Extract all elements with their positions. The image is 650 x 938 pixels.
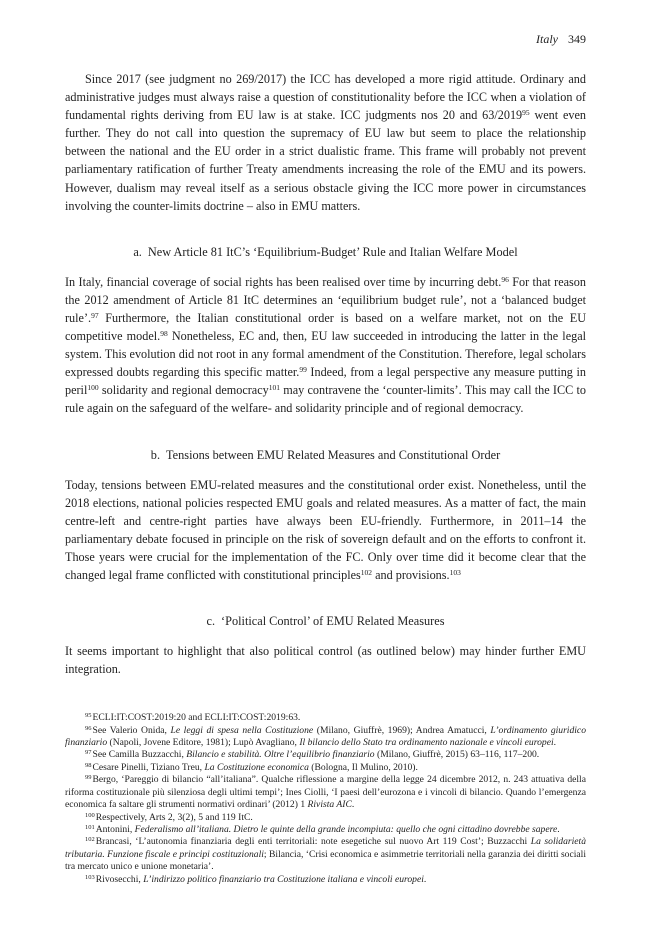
footnote-number: 99 <box>85 774 92 782</box>
text-run: Nonetheless, EC and, then, EU law succeeded in introducing the latter in the legal system. This evolution did not root in any formal amendment of the Constitution. Therefore, legal scholars expressed doubts regarding this specific matter. <box>65 329 586 380</box>
footnote-number: 98 <box>85 761 92 769</box>
text-run: It seems important to highlight that also political control (as outlined below) may hinder further EMU integration. <box>65 644 586 677</box>
text-run: went even further. They do not call into question the supremacy of EU law but seem to place the relationship between the national and the EU order in a strict dualistic frame. This frame will probably not prevent parliamentary ratification of further Treaty amendments increasing the role of the EMU and its powers. However, dualism may reveal itself as a serious obstacle giving the ICC more power in circumstances involving the counter-limits doctrine – also in EMU matters. <box>65 108 586 213</box>
text-run: . <box>423 873 427 885</box>
text-run: Today, tensions between EMU-related measures and the constitutional order exist. Nonetheless, until the 2018 elections, national policies respected EMU goals and related measures. As a matter of fact, the main centre-left and centre-right parties have always been EU-friendly. Furthermore, in 2011–14 the parliamentary debate focused in principle on the risk of sovereign default and on the efforts to confront it. Those years were crucial for the implementation of the FC. Only over time did it become clear that the changed legal frame conflicted with constitutional principles <box>65 477 586 582</box>
text-run: (Napoli, Jovene Editore, 1981); Lupò Avagliano, <box>107 737 300 749</box>
italic-text: La Costituzione economica <box>204 761 309 773</box>
text-run: . <box>557 823 560 835</box>
footnote <box>65 712 586 724</box>
text-run: See Valerio Onida, <box>92 724 171 736</box>
italic-text: L’ordinamento giuridico finanziario <box>65 724 586 749</box>
footnote <box>65 725 586 750</box>
italic-text: La solidarietà tributaria. Funzione fiscale e principi costituzionali <box>65 836 587 860</box>
section-title: Tensions between EMU Related Measures and Constitutional Order <box>166 447 501 462</box>
text-run: Indeed, from a legal perspective any measure putting in peril <box>65 365 586 398</box>
footnote <box>65 874 586 886</box>
italic-text: L’indirizzo politico finanziario tra Costituzione italiana e vincoli europei <box>143 873 424 885</box>
section-title: ‘Political Control’ of EMU Related Measures <box>221 614 445 629</box>
section-heading <box>65 446 586 464</box>
text-run: For that reason the 2012 amendment of Article 81 ItC determines an ‘equilibrium budget rule’, not a ‘balanced budget rule’. <box>65 274 586 325</box>
footnote-number: 96 <box>85 724 92 732</box>
footnote-number: 97 <box>85 749 92 757</box>
footnote-ref: 95 <box>522 108 530 118</box>
section-marker: c. <box>206 614 216 629</box>
text-run: Brancasi, ‘L’autonomia finanziaria degli enti territoriali: note esegetiche sul nuovo Art 119 Cost’; Buzzacchi <box>95 836 531 848</box>
footnote-ref: 96 <box>501 274 509 284</box>
italic-text: Il bilancio dello Stato tra ordinamento nazionale e vincoli europei <box>299 737 554 749</box>
text-run: . <box>553 737 557 749</box>
italic-text: Rivista AIC <box>307 799 352 811</box>
section-title: New Article 81 ItC’s ‘Equilibrium-Budget’ Rule and Italian Welfare Model <box>147 244 518 259</box>
section-marker: a. <box>133 244 142 259</box>
text-run: (Bologna, Il Mulino, 2010). <box>308 761 418 773</box>
text-run: solidarity and regional democracy <box>98 383 269 398</box>
running-head <box>65 30 586 48</box>
section-body <box>65 642 586 678</box>
italic-text: Federalismo all’italiana. Dietro le quinte della grande incompiuta: quello che ogni cittadino dovrebbe sapere <box>134 823 558 835</box>
footnote-ref: 99 <box>299 365 307 375</box>
footnote <box>65 749 586 761</box>
footnote <box>65 824 586 836</box>
footnote <box>65 774 586 811</box>
text-run: (Milano, Giuffrè, 1969); Andrea Amatucci, <box>313 724 491 736</box>
running-head-title: Italy <box>536 32 558 46</box>
text-run: may contravene the ‘counter-limits’. This may call the ICC to rule again on the safeguard of the welfare- and solidarity principle and of regional democracy. <box>65 383 586 416</box>
footnote-number: 101 <box>85 823 95 831</box>
text-run: Rivosecchi, <box>95 873 144 885</box>
footnotes <box>65 712 586 886</box>
text-run: (Milano, Giuffrè, 2015) 63–116, 117–200. <box>374 749 540 761</box>
sections-container <box>65 243 586 679</box>
footnote <box>65 812 586 824</box>
footnote-number: 100 <box>85 811 95 819</box>
section-heading <box>65 612 586 630</box>
footnote-ref: 97 <box>91 310 99 320</box>
footnote-number: 95 <box>85 712 92 720</box>
text-run: Furthermore, the Italian constitutional order is based on a welfare market, not on the EU competitive model. <box>65 310 586 344</box>
intro-paragraph <box>65 70 586 215</box>
text-run: ECLI:IT:COST:2019:20 and ECLI:IT:COST:2019:63. <box>92 712 301 724</box>
section-body <box>65 476 586 585</box>
footnote-ref: 102 <box>360 567 373 577</box>
footnote-ref: 100 <box>87 383 99 393</box>
text-run: and provisions. <box>372 567 450 582</box>
text-run: See Camilla Buzzacchi, <box>92 749 187 761</box>
text-run: . <box>351 799 355 811</box>
footnote-number: 102 <box>85 836 95 844</box>
text-run: Respectively, Arts 2, 3(2), 5 and 119 ItC. <box>95 811 253 823</box>
book-page <box>65 30 586 886</box>
footnote-number: 103 <box>85 873 95 881</box>
footnote-ref: 101 <box>268 383 280 393</box>
footnote-ref: 98 <box>160 329 168 339</box>
text-run: Bergo, ‘Pareggio di bilancio “all’italiana”. Qualche riflessione a margine della legge 24 dicembre 2012, n. 243 attuativa della riforma costituzionale più silenziosa degli ultimi tempi’; Ines Ciolli, ‘I paesi dell’eurozona e i vincoli di bilancio. Quando l’emergenza economica fa saltare gli strumenti normativi ordinari’ (2012) 1 <box>65 774 586 811</box>
section-heading <box>65 243 586 261</box>
page-number: 349 <box>568 32 586 46</box>
footnote <box>65 762 586 774</box>
italic-text: Le leggi di spesa nella Costituzione <box>170 724 314 736</box>
footnote <box>65 836 586 873</box>
footnote-ref: 103 <box>449 567 461 577</box>
text-run: ; Bilancia, ‘Crisi economica e asimmetrie territoriali nella garanzia dei diritti sociali tra mercato unico e unione monetaria’. <box>65 848 586 873</box>
section-marker: b. <box>150 447 161 462</box>
text-run: Antonini, <box>95 823 135 835</box>
section-body <box>65 273 586 418</box>
text-run: Cesare Pinelli, Tiziano Treu, <box>92 761 205 773</box>
italic-text: Bilancio e stabilità. Oltre l’equilibrio finanziario <box>186 749 375 761</box>
text-run: In Italy, financial coverage of social rights has been realised over time by incurring debt. <box>65 274 502 289</box>
text-run: Since 2017 (see judgment no 269/2017) the ICC has developed a more rigid attitude. Ordinary and administrative judges must always raise a question of constitutionality before the ICC when a violation of fundamental rights deriving from EU law is at stake. ICC judgments nos 20 and 63/2019 <box>65 72 586 123</box>
